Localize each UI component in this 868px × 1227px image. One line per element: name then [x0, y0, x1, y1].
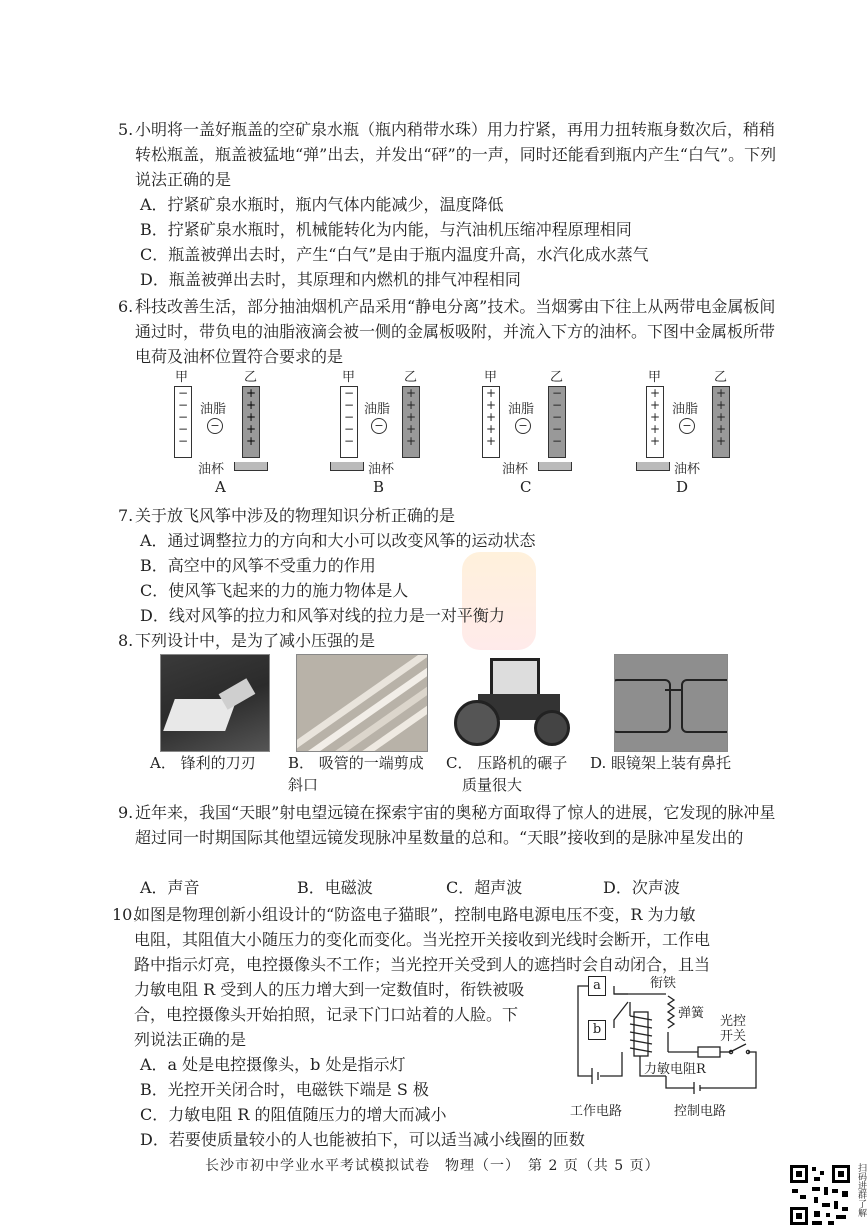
caption-c: C． 压路机的碾子 质量很大 [446, 754, 568, 794]
question-number: 8. [118, 631, 134, 650]
photo-road-roller [448, 654, 574, 750]
option-d: D．次声波 [603, 878, 680, 897]
question-stem-line: 电阻，其阻值大小随压力的变化而变化。当光控开关接收到光线时会断开，工作电 [134, 930, 711, 949]
grease-label: 油脂 [364, 402, 391, 417]
figure-a [160, 366, 280, 496]
plate-label-jia: 甲 [175, 370, 189, 385]
spring-label: 弹簧 [678, 1006, 705, 1021]
option-b: B．光控开关闭合时，电磁铁下端是 S 极 [140, 1080, 429, 1099]
grease-drop: − [679, 418, 695, 434]
option-d: D．瓶盖被弹出去时，其原理和内燃机的排气冲程相同 [140, 270, 521, 289]
plate-label-yi: 乙 [244, 370, 258, 385]
left-plate: + + + + + [646, 386, 664, 458]
resistor-label: 力敏电阻R [644, 1062, 706, 1077]
option-a: A．声音 [140, 878, 200, 897]
q6-figures [160, 366, 740, 496]
grease-drop: − [515, 418, 531, 434]
figure-b [318, 366, 438, 496]
component-a: a [588, 976, 606, 996]
right-plate: + + + + + [712, 386, 730, 458]
option-d: D．线对风筝的拉力和风筝对线的拉力是一对平衡力 [140, 606, 505, 625]
question-number: 6. [118, 297, 134, 316]
question-stem: 关于放飞风筝中涉及的物理知识分析正确的是 [135, 506, 456, 525]
option-d: D．若要使质量较小的人也能被拍下，可以适当减小线圈的匝数 [140, 1130, 585, 1149]
question-5 [118, 117, 778, 292]
oil-cup [636, 462, 670, 471]
left-plate: + + + + + [482, 386, 500, 458]
control-circuit-label: 控制电路 [674, 1104, 727, 1119]
qr-code[interactable] [788, 1163, 852, 1227]
figure-c [460, 366, 580, 496]
question-8 [118, 628, 778, 653]
cup-label: 油杯 [368, 462, 395, 477]
plate-label-jia: 甲 [342, 370, 356, 385]
question-stem: 下列设计中，是为了减小压强的是 [135, 631, 376, 650]
option-c: C．超声波 [446, 878, 523, 897]
armature-label: 衔铁 [650, 976, 677, 991]
grease-label: 油脂 [200, 402, 227, 417]
oil-cup [538, 462, 572, 471]
option-a: A．拧紧矿泉水瓶时，瓶内气体内能减少，温度降低 [140, 195, 504, 214]
figure-d [620, 366, 740, 496]
component-b: b [588, 1020, 606, 1040]
question-number: 7. [118, 506, 134, 525]
question-9 [118, 800, 778, 850]
right-plate: − − − − − [548, 386, 566, 458]
option-b: B．拧紧矿泉水瓶时，机械能转化为内能，与汽油机压缩冲程原理相同 [140, 220, 632, 239]
option-c: C．瓶盖被弹出去时，产生“白气”是由于瓶内温度升高，水汽化成水蒸气 [140, 245, 649, 264]
option-c: C．力敏电阻 R 的阻值随压力的增大而减小 [140, 1105, 447, 1124]
grease-label: 油脂 [508, 402, 535, 417]
cup-label: 油杯 [674, 462, 701, 477]
grease-drop: − [207, 418, 223, 434]
page-footer: 长沙市初中学业水平考试模拟试卷 物理（一） 第 2 页（共 5 页） [205, 1158, 660, 1174]
plate-label-jia: 甲 [484, 370, 498, 385]
question-stem-line: 路中指示灯亮，电控摄像头不工作；当光控开关受到人的遮挡时会自动闭合，且当 [134, 955, 711, 974]
option-a: A．a 处是电控摄像头，b 处是指示灯 [140, 1055, 406, 1074]
plate-label-yi: 乙 [714, 370, 728, 385]
question-stem: 小明将一盖好瓶盖的空矿泉水瓶（瓶内稍带水珠）用力拧紧，再用力扭转瓶身数次后，稍稍转松瓶盖，瓶盖被猛地“弹”出去，并发出“砰”的一声，同时还能看到瓶内产生“白气”。下列说法正确的是 [135, 120, 777, 189]
right-plate: + + + + + [242, 386, 260, 458]
option-b: B．电磁波 [297, 878, 373, 897]
question-6 [118, 294, 778, 369]
option-c: C．使风筝飞起来的力的施力物体是人 [140, 581, 409, 600]
option-b: B．高空中的风筝不受重力的作用 [140, 556, 376, 575]
caption-b: B． 吸管的一端剪成 斜口 [288, 754, 424, 794]
question-stem-line: 如图是物理创新小组设计的“防盗电子猫眼”，控制电路电源电压不变，R 为力敏 [134, 905, 696, 924]
question-stem-line: 列说法正确的是 [134, 1030, 247, 1049]
caption-a: A． 锋利的刀刃 [150, 754, 256, 772]
question-7 [118, 503, 778, 628]
work-circuit-label: 工作电路 [570, 1104, 623, 1119]
question-number: 5. [118, 120, 134, 139]
light-switch-label: 光控开关 [720, 1014, 747, 1044]
photo-knife-blade [160, 654, 270, 752]
plate-label-yi: 乙 [550, 370, 564, 385]
question-number: 9. [118, 803, 134, 822]
caption-d: D. 眼镜架上装有鼻托 [590, 754, 732, 772]
figure-letter: D [676, 478, 689, 496]
question-number: 10. [112, 905, 138, 924]
right-plate: + + + + + [402, 386, 420, 458]
question-stem: 科技改善生活，部分抽油烟机产品采用“静电分离”技术。当烟雾由下往上从两带电金属板间通过时，带负电的油脂液滴会被一侧的金属板吸附，并流入下方的油杯。下图中金属板所带电荷及油杯位置符合要求的是 [135, 297, 776, 366]
oil-cup [330, 462, 364, 471]
plate-label-yi: 乙 [404, 370, 418, 385]
left-plate: − − − − − [174, 386, 192, 458]
question-stem-line: 合，电控摄像头开始拍照，记录下门口站着的人脸。下 [134, 1005, 519, 1024]
figure-letter: B [373, 478, 385, 496]
grease-label: 油脂 [672, 402, 699, 417]
cup-label: 油杯 [198, 462, 225, 477]
photo-straws [296, 654, 428, 752]
oil-cup [234, 462, 268, 471]
grease-drop: − [371, 418, 387, 434]
circuit-diagram [570, 972, 770, 1122]
photo-glasses-nose-pads [614, 654, 728, 752]
figure-letter: C [520, 478, 532, 496]
question-stem: 近年来，我国“天眼”射电望远镜在探索宇宙的奥秘方面取得了惊人的进展，它发现的脉冲星超过同一时期国际其他望远镜发现脉冲星数量的总和。“天眼”接收到的是脉冲星发出的 [135, 803, 776, 847]
left-plate: − − − − − [340, 386, 358, 458]
figure-letter: A [215, 478, 226, 496]
question-stem-line: 力敏电阻 R 受到人的压力增大到一定数值时，衔铁被吸 [134, 980, 525, 999]
plate-label-jia: 甲 [648, 370, 662, 385]
qr-caption: 扫码进群了解 [856, 1163, 866, 1217]
cup-label: 油杯 [502, 462, 529, 477]
option-a: A．通过调整拉力的方向和大小可以改变风筝的运动状态 [140, 531, 536, 550]
